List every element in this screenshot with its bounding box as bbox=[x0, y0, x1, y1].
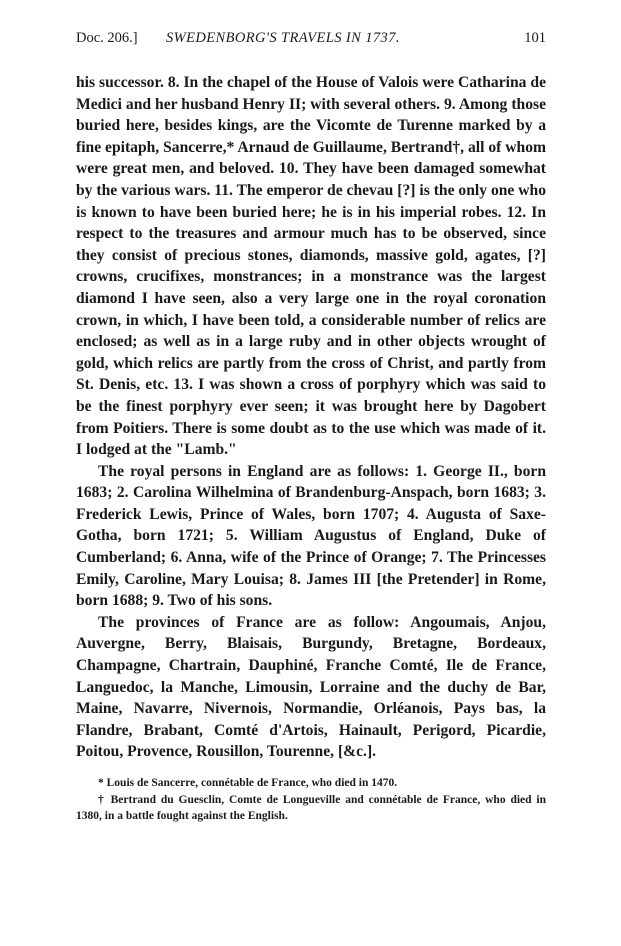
footnotes bbox=[76, 775, 546, 825]
footnote-1: * Louis de Sancerre, connétable de France, who died in 1470. bbox=[98, 777, 398, 789]
paragraph-2: The royal persons in England are as follows: 1. George II., born 1683; 2. Carolina Wilhelmina of Brandenburg-Anspach, born 1683; 3. Frederick Lewis, Prince of Wales, born 1707; 4. Augusta of Saxe-Gotha, born 1721; 5. William Augustus of England, Duke of Cumberland; 6. Anna, wife of the Prince of Orange; 7. The Princesses Emily, Caroline, Mary Louisa; 8. James III [the Pretender] in Rome, born 1688; 9. Two of his sons. bbox=[76, 462, 546, 610]
paragraph-3: The provinces of France are as follow: Angoumais, Anjou, Auvergne, Berry, Blaisais, Burgundy, Bretagne, Bordeaux, Champagne, Chartrain, Dauphiné, Franche Comté, Ile de France, Languedoc, la Manche, Limousin, Lorraine and the duchy de Bar, Maine, Navarre, Nivernois, Normandie, Orléanois, Pays bas, la Flandre, Brabant, Comté d'Artois, Hainault, Perigord, Picardie, Poitou, Provence, Rousillon, Tourenne, [&c.]. bbox=[76, 613, 546, 761]
doc-label: Doc. 206.] bbox=[76, 30, 138, 46]
body-text bbox=[76, 72, 546, 763]
page-number: 101 bbox=[524, 30, 546, 46]
document-page bbox=[76, 30, 546, 825]
running-header bbox=[76, 30, 546, 52]
footnote-2: † Bertrand du Guesclin, Comte de Longueville and connétable de France, who died in 1380, in a battle fought against the English. bbox=[76, 793, 546, 822]
running-title: SWEDENBORG'S TRAVELS IN 1737. bbox=[166, 30, 400, 46]
paragraph-1: his successor. 8. In the chapel of the House of Valois were Catharina de Medici and her husband Henry II; with several others. 9. Among those buried here, besides kings, are the Vicomte de Turenne marked by a fine epitaph, Sancerre,* Arnaud de Guillaume, Bertrand†, all of whom were great men, and beloved. 10. They have been damaged somewhat by the various wars. 11. The emperor de chevau [?] is the only one who is known to have been buried here; he is in his imperial robes. 12. In respect to the treasures and armour much has to be observed, since they consist of precious stones, diamonds, massive gold, agates, [?] crowns, crucifixes, monstrances; in a monstrance was the largest diamond I have seen, also a very large one in the royal coronation crown, in which, I have been told, a considerable number of relics are enclosed; as well as in a large ruby and in other objects wrought of gold, which relics are partly from the cross of Christ, and partly from St. Denis, etc. 13. I was shown a cross of porphyry which was said to be the finest porphyry ever seen; it was brought here by Dagobert from Poitiers. There is some doubt as to the use which was made of it. I lodged at the "Lamb." bbox=[76, 74, 546, 459]
